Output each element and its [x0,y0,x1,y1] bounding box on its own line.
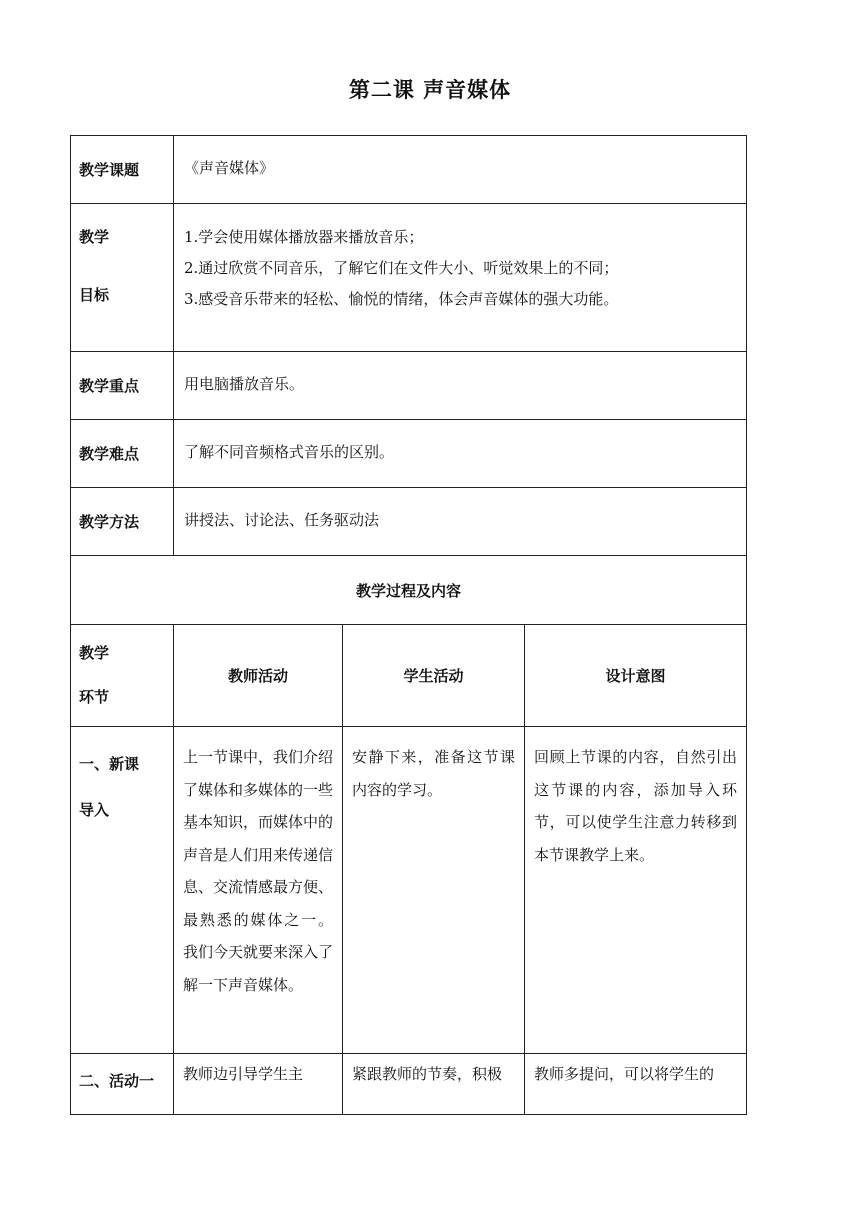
col-header-stage-line1: 教学 [79,644,110,662]
goals-label [71,204,174,352]
methods-value: 讲授法、讨论法、任务驱动法 [174,488,747,556]
process-heading: 教学过程及内容 [71,556,747,625]
col-header-stage [71,625,174,727]
stage-line2: 导入 [79,801,110,819]
goals-value [174,204,747,352]
goals-label-line1: 教学 [79,228,110,246]
stage-cell [71,1054,174,1115]
stage-line1: 二、活动一 [79,1072,155,1090]
goal-item: 2.通过欣赏不同音乐，了解它们在文件大小、听觉效果上的不同； [184,259,619,277]
student-activity: 安静下来，准备这节课内容的学习。 [343,727,525,1054]
lesson-plan-table [70,135,747,1115]
page-title: 第二课 声音媒体 [348,78,512,102]
difficulties-value: 了解不同音频格式音乐的区别。 [174,420,747,488]
row-methods [71,488,747,556]
col-header-student: 学生活动 [343,625,525,727]
key-points-value: 用电脑播放音乐。 [174,352,747,420]
col-header-intent: 设计意图 [525,625,747,727]
goal-item: 3.感受音乐带来的轻松、愉悦的情绪，体会声音媒体的强大功能。 [184,290,619,308]
stage-cell [71,727,174,1054]
difficulties-label: 教学难点 [71,420,174,488]
topic-label: 教学课题 [71,136,174,204]
goal-item: 1.学会使用媒体播放器来播放音乐； [184,228,424,246]
row-column-headers [71,625,747,727]
row-difficulties [71,420,747,488]
teacher-activity-text: 教师边引导学生主 [183,1065,304,1083]
design-intent-text: 教师多提问，可以将学生的 [534,1065,715,1083]
student-activity-text: 紧跟教师的节奏，积极 [352,1065,503,1083]
row-process-heading [71,556,747,625]
row-goals [71,204,747,352]
teacher-activity [174,1054,343,1115]
goals-label-line2: 目标 [79,286,110,304]
teacher-activity: 上一节课中，我们介绍了媒体和多媒体的一些基本知识，而媒体中的声音是人们用来传递信息、交流情感最方便、最熟悉的媒体之一。 我们今天就要来深入了解一下声音媒体。 [174,727,343,1054]
col-header-stage-line2: 环节 [79,688,110,706]
methods-label: 教学方法 [71,488,174,556]
design-intent [525,1054,747,1115]
student-activity [343,1054,525,1115]
key-points-label: 教学重点 [71,352,174,420]
row-key-points [71,352,747,420]
stage-line1: 一、新课 [79,755,140,773]
design-intent: 回顾上节课的内容，自然引出这节课的内容，添加导入环节，可以使学生注意力转移到本节课教学上来。 [525,727,747,1054]
table-row [71,1054,747,1115]
col-header-teacher: 教师活动 [174,625,343,727]
table-row [71,727,747,1054]
row-topic [71,136,747,204]
topic-value: 《声音媒体》 [174,136,747,204]
